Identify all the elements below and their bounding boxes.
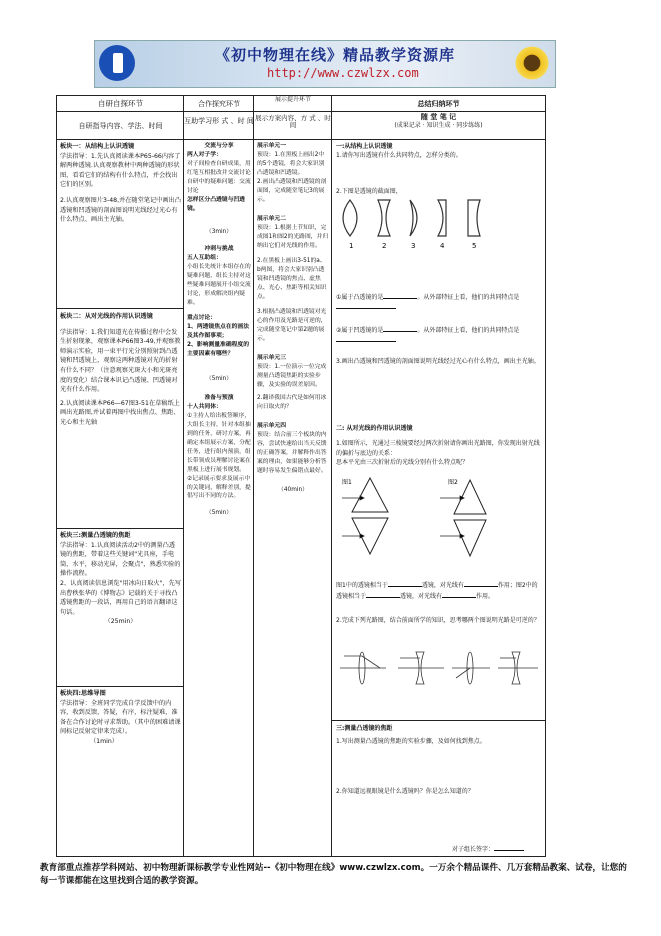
c4-section2-q2: 2.完成下列光路图，结合前面所学的知识，思考哪两个图说明光路是可逆的？ (336, 617, 540, 624)
c3-unit2-title: 展示单元二 (257, 215, 286, 222)
lens-2-icon (378, 200, 390, 236)
c3-unit1-text: 预设：1.在黑板上画出2中的5个透镜，将会大家识别凸透镜和凹透镜。 (257, 151, 325, 176)
c4-header: 总结归纳环节 (417, 100, 460, 108)
ray-diagram-4-icon (498, 652, 538, 684)
prism-pair-1-icon (352, 478, 388, 554)
c3-unit1-text2: 2.画出凸透镜和凹透镜的剖面图，完成随堂笔记3的展示。 (257, 178, 327, 203)
c2-prepare-title: 准备与预演 (204, 394, 234, 401)
c4-section3-q1: 1.写出测量凸透镜的焦距的实验步骤，及如何找到焦点。 (336, 738, 486, 746)
site-logo (99, 45, 135, 81)
blank-line[interactable] (336, 335, 396, 342)
lens-cross-sections (340, 196, 500, 254)
blank-line[interactable] (383, 325, 417, 332)
c1-section2-title: 板块二：从对光线的作用认识透镜 (60, 313, 153, 320)
c4-q1: 1.请你写出透镜有什么共同特点，怎样分类的。 (336, 152, 462, 160)
c1-section1-text: 学法指导：1.先认真阅读课本P65-66内容了解两种透镜.认真观察教材中两种透镜的形状图，看看它们的结构有什么特点，并会找出它们的区别。 (60, 152, 181, 189)
c3-unit1-title: 展示单元一 (257, 143, 286, 149)
c1-section2-text2: 2.认真阅读课本P66—67图3-51在草稿纸上画出光路图,并试着再图中找出焦点、焦距、光心和主光轴 (60, 399, 180, 427)
lens-1-icon (343, 200, 357, 236)
blank-line[interactable] (464, 580, 498, 587)
prism-pair-2-icon (454, 480, 486, 556)
c4-q3: 3.画出凸透镜和凹透镜的剖面图说明光线经过光心有什么特点，画出主光轴。 (336, 358, 540, 366)
fig1-label: 图1 (342, 479, 352, 486)
c1-section1-title: 板块一：从结构上认识透镜 (60, 143, 135, 150)
lens-5-icon (468, 200, 480, 236)
ray-diagram-1-icon (340, 652, 386, 684)
blank-line[interactable] (366, 591, 400, 598)
c1-section3-text: 学法指导：1.认真阅读活动2中的测量凸透镜的焦距，带着这些关键词"光具座，手电筒，水平，移动光屏，会聚点"，熟悉实验的操作流程。 (60, 541, 181, 578)
c1-header: 自研自探环节 (98, 99, 143, 108)
c4-q2: 2.下图是透镜的截面图， (336, 187, 402, 195)
fig2-label: 图2 (448, 479, 458, 486)
lens-label-1: 1 (349, 242, 354, 250)
c3-unit3-text: 预设：1.一位演示一位完成测量凸透镜焦距的实验步骤，及实验的误差原因。 (257, 363, 327, 388)
c4-section2-q1: 1.如图所示，光通过三棱镜要经过两次折射请你画出光路图，你发现出射光线的偏折与底边的关系： (336, 440, 540, 457)
column-self-study (57, 96, 184, 856)
c1-section3-time: （25min） (104, 618, 137, 626)
blank-line[interactable] (383, 292, 417, 299)
c1-section2-text: 学法指导：1.我们知道光在传播过程中会发生折射现象，观察课本P66图3-49,并观察教师演示实验，用一束平行光分别照射到凸透镜和凹透镜上，观察这两种透镜对光的折射有什么不同？（注意观察光斑大小和光斑亮度的变化）结合课本识记凸透镜、凹透镜对光有什么作用。 (60, 328, 181, 394)
c3-unit2-text: 预设：1.根据上节知识，完成图1和图2的光路图，并归纳出它们对光线的作用。 (257, 224, 329, 249)
lens-label-5: 5 (472, 242, 477, 250)
c1-section4-text: 学法指导：全班同学完成自学反馈中的内容，收到反馈，答疑，有序，标注疑难，准备在合作讨论时寻求帮助。（其中的困难请课间标记反射定律来完成）。 (60, 699, 181, 736)
c3-unit4-text: 预设：结合前三个板块的内容，尝试快速给出当天反馈的正确答案，并解释作出答案的理由，如果能够分析答题时容易发生偏错点最好。 (257, 431, 327, 474)
c4-section1-title: 一:从结构上认识透镜 (336, 143, 393, 150)
c3-unit3-title: 展示单元三 (257, 354, 286, 361)
ray-diagram-3-icon (452, 652, 490, 684)
c4-section2-q1b: 思本平光由三次折射后的光线分别有什么特点呢？ (336, 458, 469, 466)
c2-header: 合作探究环节 (198, 100, 240, 108)
header-banner (94, 40, 556, 88)
c4-subheader-title: 随 堂 笔 记 (420, 113, 457, 121)
prism-diagrams (340, 474, 540, 574)
c2-focus-label: 重点讨论： (187, 314, 216, 321)
c3-time: （40min） (278, 486, 308, 493)
c2-group10-text2: ②记录展示要求及展示中的关键词，解释差别，提倡写出不同的方法。 (187, 475, 251, 500)
c2-focus-2: 2、影响测量准确程度的主要因素有哪些？ (187, 341, 250, 357)
c2-time2: （5min） (205, 375, 233, 382)
c4-section3-title: 三:测量凸透镜的焦距 (336, 725, 393, 732)
sunflower-icon (513, 44, 551, 82)
c4-answer-concave: ②属于凹透镜的是 。从外部特征上看，他们的共同特点是 (336, 325, 541, 346)
lens-label-3: 3 (411, 242, 416, 250)
column-notes: 总结归纳环节 随 堂 笔 记 (成果记录 · 知识生成 · 同步练练) 一:从结构上认识透镜 1.请你写出透镜有什么共同特点，怎样分类的。 2.下图是透镜的截面图， 1 2 3 4 5 ①属于凸透镜的是 。从外部特征上看，他们的共同特点是 ②属于凹透镜的是 。从外部特征上看，他们的共同特点是 3.画出凸透镜和凹透镜的剖面图说明光线经过光心有什么特点，画出主光轴。 二: 从对光线的作用认识透镜 1.如图所示，光通过三棱镜要经过两次折射请你画出光路图，你发现出射光线的偏折与底边的关系： 思本平光由三次折射后的光线分别有什么特点呢？ 图1 图2 图1中的透镜相当于 透镜，对光线有 作用；图2中的透镜相当于 透镜，对光线有 作用。 2.完成下列光路图，结合前面所学的知识，思考哪两个图说明光路是可逆的？ 三:测量凸透镜的焦距 1.写出测量凸透镜的焦距的实验步骤，及如何找到焦点。 2.你知道远视眼镜是什么透镜吗？你是怎么知道的？ 对子组长签字： (332, 96, 545, 856)
c2-group10-label: 十人共同体： (187, 403, 222, 410)
c1-section4-time: （1min） (90, 738, 118, 746)
c2-focus-1: 1、两透镜焦点在的画法及其作图事项； (187, 323, 250, 339)
footer-note: 教育部重点推荐学科网站、初中物理新课标教学专业性网站--《初中物理在线》www.czwlzx.com。一万余个精品课件、几万套精品教案、试卷，让您的每一节课都能在这里找到合适的教学资源。 (40, 863, 627, 887)
c4-section2-title: 二: 从对光线的作用认识透镜 (336, 425, 413, 432)
banner-url[interactable]: http://www.czwlzx.com (267, 66, 419, 80)
banner-title: 《初中物理在线》精品教学资源库 (215, 46, 456, 64)
c3-subheader: 展示方案内容、方 式 、时 间 (255, 114, 331, 130)
c2-time3: （5min） (205, 510, 233, 517)
c3-unit2-text2: 2.在黑板上画出3-51的a、b两图，将会大家识别凸透镜和凹透镜的焦点、虚焦点、光心、焦距等相关知识点。 (257, 257, 327, 300)
blank-line[interactable] (442, 591, 476, 598)
c4-answer-convex: ①属于凸透镜的是 。从外部特征上看，他们的共同特点是 (336, 292, 541, 313)
column-presentation (254, 96, 332, 856)
c1-section1-text2: 2.认真观察图片3-48,并在随堂笔记中画出凸透镜和凹透镜的剖面图说明光线经过光心有什么特点、画出主光轴。 (60, 197, 181, 224)
lens-label-2: 2 (382, 242, 387, 250)
lens-3-icon (410, 200, 417, 236)
pair-leader-signature: 对子组长签字： (452, 844, 524, 853)
c1-subheader: 自研指导内容、学法、时间 (78, 122, 163, 130)
c2-group5-label: 五人互助组： (187, 254, 222, 261)
c2-share-title: 交流与分享 (204, 143, 234, 149)
blank-line[interactable] (336, 302, 396, 309)
c2-pair-label: 两人对子学： (187, 151, 222, 158)
c4-section3-q2: 2.你知道远视眼镜是什么透镜吗？你是怎么知道的？ (336, 787, 474, 795)
signature-blank[interactable] (494, 844, 524, 851)
c3-unit2-text3: 3.根据凸透镜和凹透镜对光心的作用及光路是可逆的，完成随堂笔记中第2题的展示。 (257, 308, 327, 342)
c2-group10-text: ①主持人给出板签顺序，大组长主持，针对本组抽到的任务，研讨方案，再确定本组展示方案，分配任务，进行组内预演，组长带领成员理解讨论案在黑板上进行展书规划。 (187, 412, 251, 473)
c2-time1: （3min） (205, 228, 233, 235)
ray-diagram-2-icon (398, 652, 444, 684)
lens-ray-diagrams (340, 644, 540, 708)
c2-group5-text: 小组长先统计本组存在的疑难问题，组长主持对这些疑难问题展开小组交流讨论，形成解决组内疑难。 (187, 263, 251, 306)
lens-label-4: 4 (440, 242, 445, 250)
lesson-table (56, 95, 546, 857)
blank-line[interactable] (388, 580, 422, 587)
c2-pair-text: 对子间检查自研成果，用红笔互相批改并交流讨论自研中的疑难问题：交流讨论 (187, 160, 251, 194)
c3-unit4-title: 展示单元四 (257, 422, 286, 429)
c4-subheader-note: (成果记录 · 知识生成 · 同步练练) (394, 122, 483, 129)
c1-section3-title: 板块三:测量凸透镜的焦距 (60, 532, 131, 539)
light-ray-arrows (342, 496, 464, 538)
c2-challenge-title: 冲刺与挑战 (204, 245, 234, 252)
c3-header: 展示提升环节 (274, 96, 311, 103)
c1-section3-text2: 2、认真阅读信息浏览"用冰向日取火"，先写出曹秩张华的《博物志》记载的关于寻找凸透镜焦距的一段话，再用自己的语言翻译这句话。 (60, 580, 182, 616)
c1-section4-title: 板块四:思维导图 (60, 690, 106, 697)
c3-unit3-text2: 2.翻译我国古代是如何用冰向日取火的？ (257, 394, 327, 410)
column-cooperation (184, 96, 254, 856)
c2-pair-focus: 怎样区分凸透镜与凹透镜。 (187, 196, 245, 212)
c2-subheader: 互助学习形 式 、时 间 (184, 117, 254, 125)
lens-4-icon (438, 200, 446, 236)
